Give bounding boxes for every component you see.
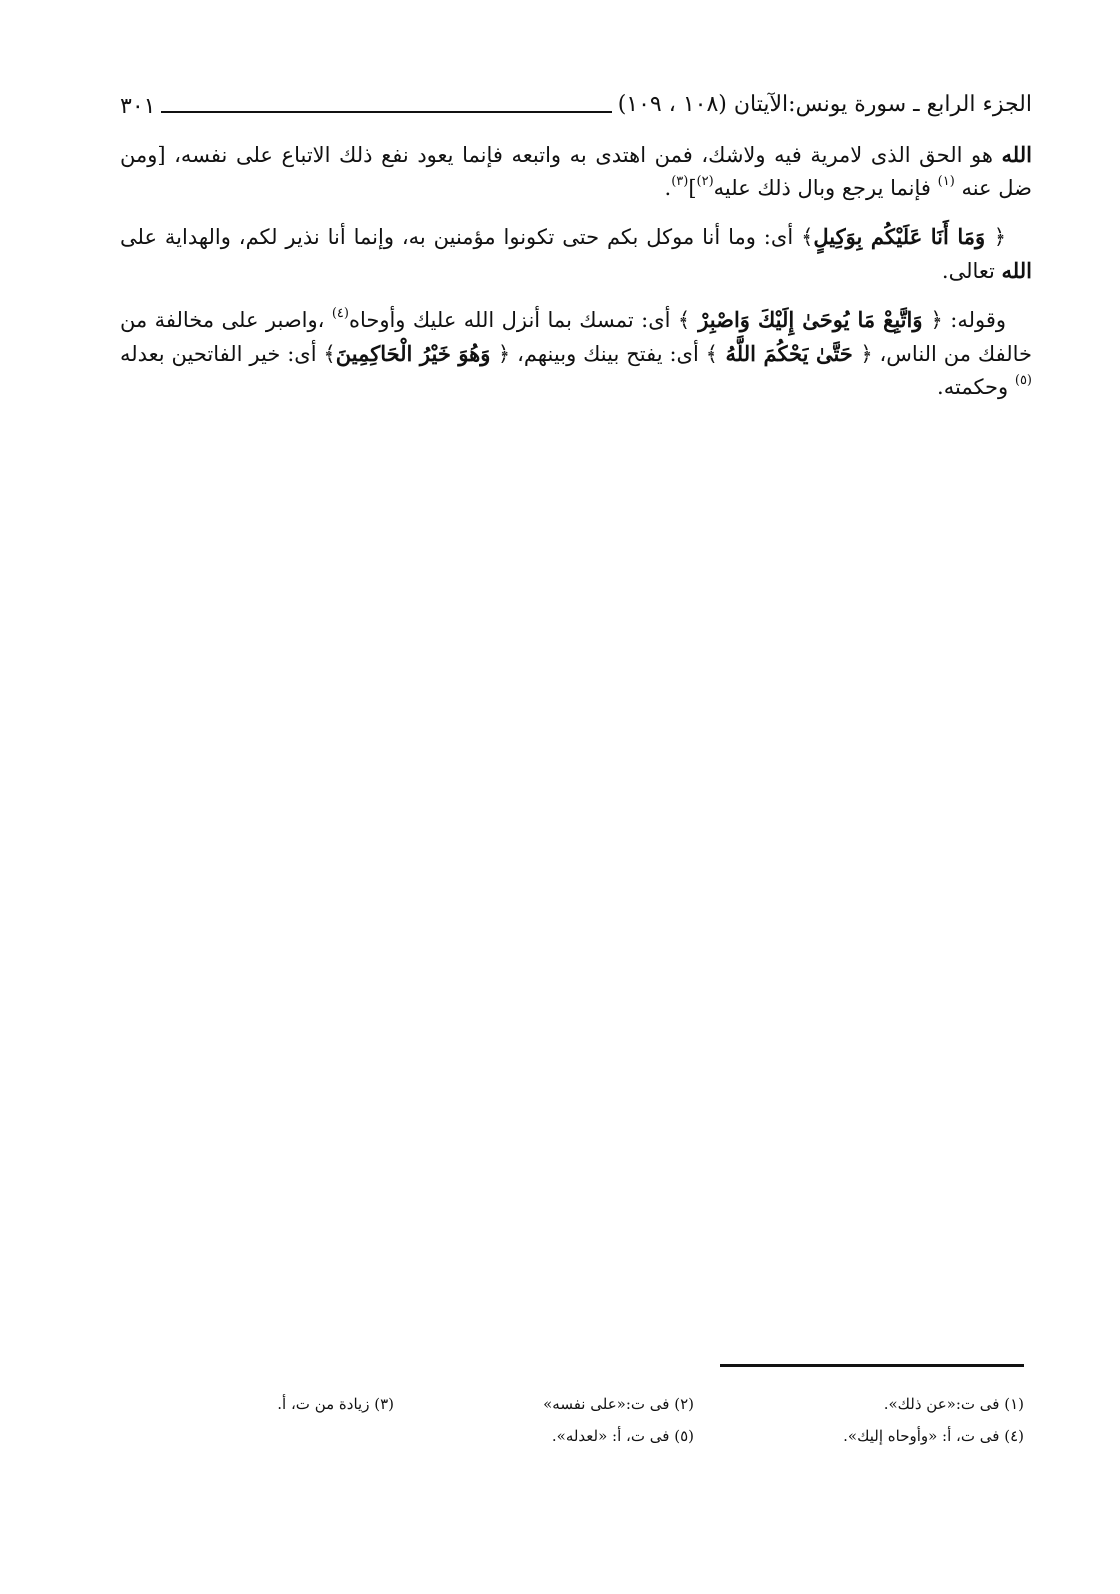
paragraph-1 [120,138,1032,205]
text-span: الله [1001,258,1032,283]
footnote-ref: (٥) [1014,373,1032,388]
quran-bracket-open: ﴿ [993,225,1006,249]
text-span: ،واصبر على مخالفة من خالفك من الناس، [120,308,1032,366]
footnote-2: (٢) فى ت:«على نفسه» [543,1395,694,1413]
quran-bracket-open: ﴿ [497,342,511,366]
header-rule [161,111,611,113]
footnote-ref: (١) [937,174,955,189]
footnote-ref: (٤) [331,306,349,321]
footnote-4: (٤) فى ت، أ: «وأوحاه إليك». [843,1427,1024,1445]
text-span: أى: يفتح بينك وبينهم، [510,342,706,366]
quran-bracket-close: ﴾ [677,308,691,332]
footnote-row [120,1388,1024,1420]
text-span: الله [1001,142,1032,167]
text-span: وحكمته. [937,375,1015,399]
footnote-row [120,1420,1024,1452]
text-span: ] [688,176,697,200]
quran-bracket-close: ﴾ [801,225,814,249]
paragraph-3 [120,303,1032,404]
quran-verse: وَاتَّبِعْ مَا يُوحَىٰ إِلَيْكَ وَاصْبِرْ [690,307,931,332]
text-span: . [664,176,672,200]
text-span: تعالى. [941,259,1002,283]
text-span: أى: تمسك بما أنزل الله عليك وأوحاه [348,308,678,332]
footnote-ref: (٢) [696,174,714,189]
body-text [120,138,1032,419]
running-header [120,80,1032,120]
footnote-3: (٣) زيادة من ت، أ. [277,1395,394,1413]
text-span: أى: وما أنا موكل بكم حتى تكونوا مؤمنين به، وإنما أنا نذير لكم، والهداية على [120,225,802,249]
quran-bracket-open: ﴿ [860,342,873,366]
running-title: الجزء الرابع ـ سورة يونس:الآيتان (١٠٨ ، ١٠٩) [617,92,1032,117]
footnote-ref: (٣) [671,174,689,189]
page-number: ٣٠١ [120,94,156,119]
quran-bracket-close: ﴾ [323,342,336,366]
footnote-1: (١) فى ت:«عن ذلك». [883,1395,1024,1413]
footnote-rule [720,1364,1024,1367]
quran-verse: وَهُوَ خَيْرُ الْحَاكِمِينَ [335,341,498,366]
quran-bracket-open: ﴿ [930,308,943,332]
text-span: هو الحق الذى لامرية فيه ولاشك، فمن اهتدى به واتبعه فإنما يعود نفع ذلك الاتباع على نفسه، [ومن ضل عنه [120,143,1032,200]
text-span: وقوله: [942,308,1007,332]
footnote-5: (٥) فى ت، أ: «لعدله». [551,1427,694,1445]
quran-verse: حَتَّىٰ يَحْكُمَ اللَّهُ [717,341,861,366]
text-span: فإنما يرجع وبال ذلك عليه [713,176,938,200]
text-span: أى: خير الفاتحين بعدله [120,342,324,366]
quran-bracket-close: ﴾ [705,342,718,366]
paragraph-2 [120,220,1032,288]
footnotes [120,1388,1024,1452]
quran-verse: وَمَا أَنَا عَلَيْكُم بِوَكِيلٍ [813,224,994,249]
